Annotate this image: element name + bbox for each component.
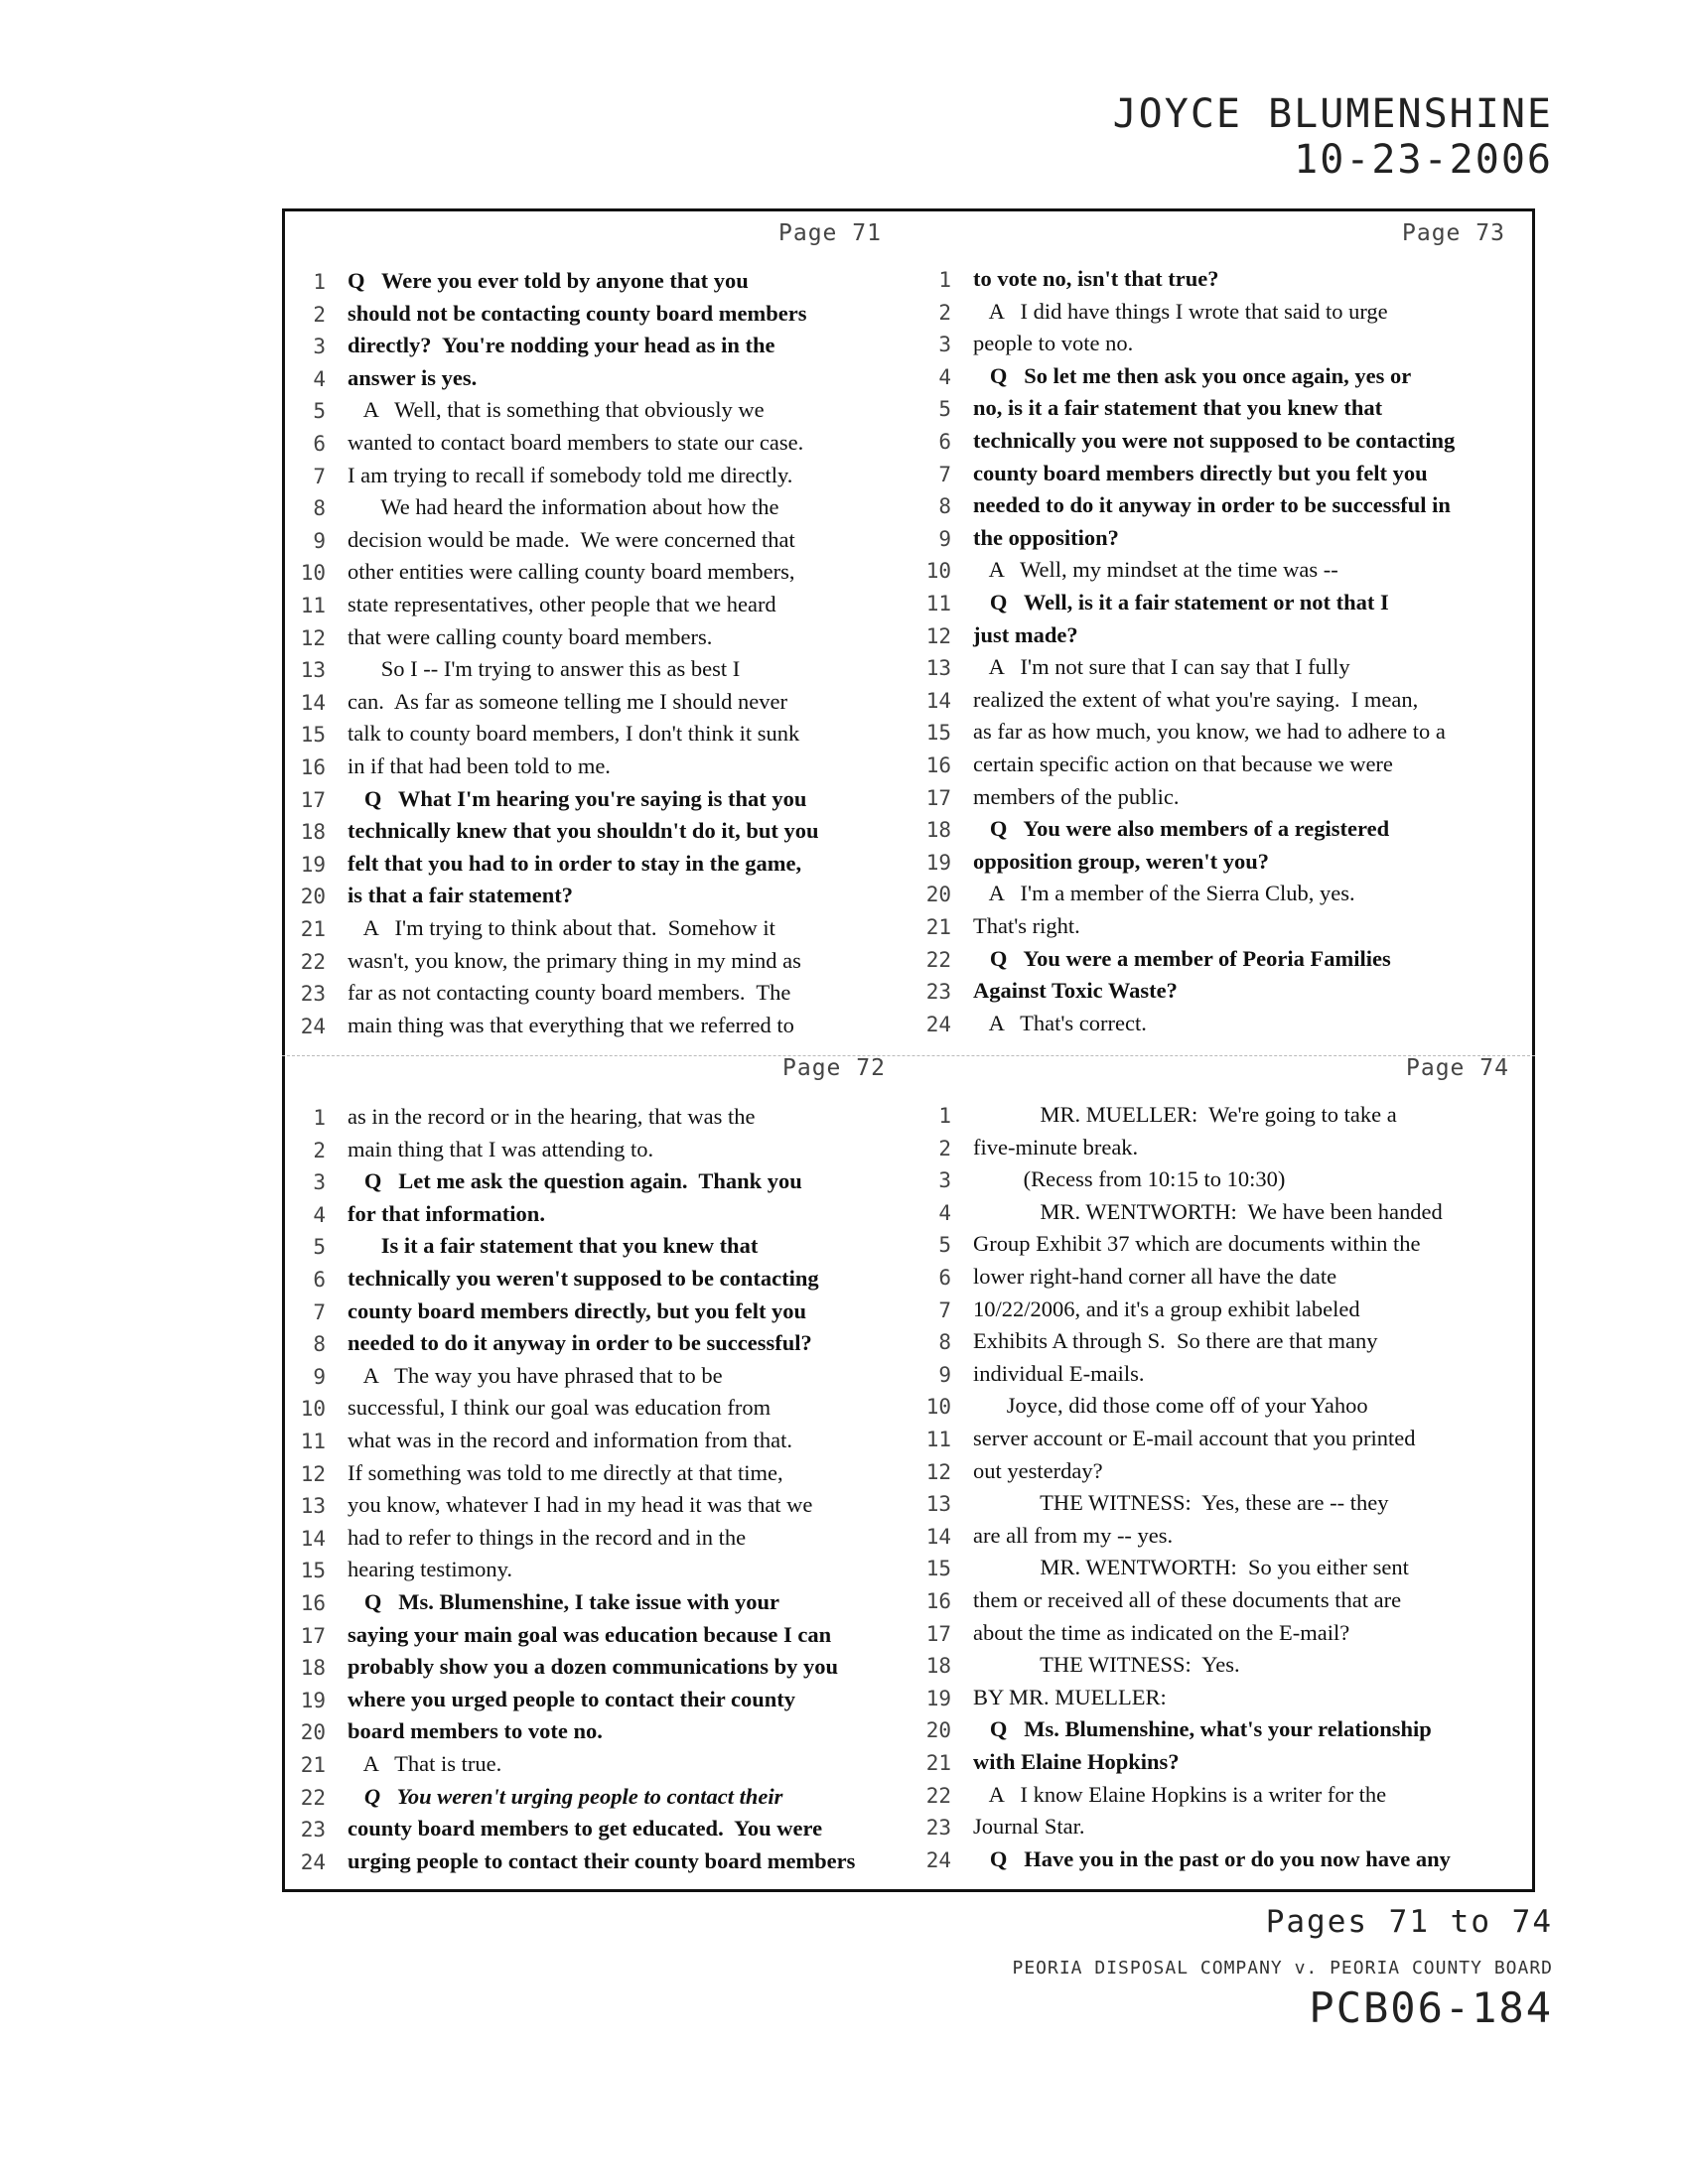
line-number: 14	[925, 688, 951, 713]
line-text: talk to county board members, I don't think it sunk	[348, 721, 800, 747]
line-number: 12	[925, 1459, 951, 1484]
line-number: 1	[313, 1106, 326, 1130]
line-text: county board members directly, but you felt you	[348, 1297, 807, 1323]
line-text: Against Toxic Waste?	[973, 978, 1178, 1004]
line-text: can. As far as someone telling me I should never	[348, 688, 788, 714]
line-number: 21	[300, 1753, 326, 1777]
witness-name: JOYCE BLUMENSHINE	[1112, 91, 1553, 137]
line-text: Group Exhibit 37 which are documents within the	[973, 1231, 1421, 1257]
line-text: certain specific action on that because we were	[973, 751, 1393, 776]
line-text: successful, I think our goal was education from	[348, 1395, 772, 1421]
line-number: 14	[300, 1526, 326, 1551]
line-text: Joyce, did those come off of your Yahoo	[973, 1393, 1368, 1419]
page-label-74: Page 74	[1406, 1055, 1509, 1081]
case-number: PCB06-184	[1309, 1983, 1553, 2032]
line-number: 3	[938, 333, 951, 357]
line-text: (Recess from 10:15 to 10:30)	[973, 1166, 1286, 1192]
line-number: 9	[938, 1362, 951, 1387]
line-text: A Well, that is something that obviously we	[348, 397, 765, 423]
line-number: 15	[300, 723, 326, 748]
line-number: 16	[300, 1591, 326, 1615]
page-label-72: Page 72	[782, 1055, 886, 1081]
line-text: lower right-hand corner all have the date	[973, 1264, 1337, 1289]
line-number: 3	[313, 1170, 326, 1195]
line-number: 22	[300, 1785, 326, 1810]
line-number: 13	[925, 656, 951, 681]
line-text: needed to do it anyway in order to be successful?	[348, 1330, 812, 1356]
line-number: 24	[300, 1014, 326, 1038]
line-text: county board members to get educated. You were	[348, 1816, 823, 1842]
line-number: 7	[313, 1299, 326, 1324]
line-number: 10	[925, 1395, 951, 1420]
line-text: probably show you a dozen communications by you	[348, 1654, 839, 1680]
page-divider	[282, 1055, 1535, 1056]
line-number: 3	[938, 1168, 951, 1193]
line-text: as far as how much, you know, we had to adhere to a	[973, 719, 1446, 745]
line-text: where you urged people to contact their county	[348, 1686, 795, 1711]
line-number: 6	[938, 1266, 951, 1290]
line-number: 19	[925, 850, 951, 875]
line-text: A I'm not sure that I can say that I fully	[973, 654, 1350, 680]
line-number: 10	[925, 559, 951, 584]
line-text: you know, whatever I had in my head it was that we	[348, 1492, 813, 1518]
line-number: 2	[938, 300, 951, 325]
line-number: 13	[300, 1494, 326, 1519]
line-number: 5	[938, 397, 951, 422]
line-text: individual E-mails.	[973, 1360, 1145, 1386]
line-text: Q Ms. Blumenshine, what's your relationship	[973, 1716, 1432, 1742]
line-text: So I -- I'm trying to answer this as best I	[348, 656, 741, 682]
line-number: 1	[938, 268, 951, 292]
line-number: 8	[938, 494, 951, 519]
line-text: A That's correct.	[973, 1010, 1147, 1035]
line-number: 14	[300, 690, 326, 715]
line-number: 21	[925, 915, 951, 939]
line-number: 22	[300, 949, 326, 974]
line-number: 21	[925, 1751, 951, 1775]
page-label-71: Page 71	[778, 220, 882, 246]
line-number: 17	[300, 787, 326, 812]
line-text: Q Have you in the past or do you now have any	[973, 1845, 1451, 1871]
line-text: MR. WENTWORTH: So you either sent	[973, 1555, 1409, 1580]
line-text: answer is yes.	[348, 364, 478, 390]
line-text: Q What I'm hearing you're saying is that you	[348, 785, 807, 811]
line-text: That's right.	[973, 913, 1080, 938]
line-text: A The way you have phrased that to be	[348, 1362, 723, 1388]
line-text: other entities were calling county board members,	[348, 559, 795, 585]
line-text: Q You weren't urging people to contact their	[348, 1783, 783, 1809]
line-text: state representatives, other people that we heard	[348, 592, 776, 616]
line-text: A That is true.	[348, 1751, 502, 1776]
line-number: 10	[300, 1397, 326, 1422]
line-text: hearing testimony.	[348, 1557, 513, 1582]
line-text: technically you were not supposed to be contacting	[973, 428, 1456, 453]
line-text: five-minute break.	[973, 1134, 1139, 1160]
line-number: 20	[300, 1720, 326, 1745]
line-text: members of the public.	[973, 783, 1180, 809]
line-number: 7	[313, 464, 326, 488]
line-text: Q You were also members of a registered	[973, 816, 1390, 842]
line-text: them or received all of these documents that are	[973, 1587, 1402, 1612]
line-text: Q You were a member of Peoria Families	[973, 945, 1391, 971]
line-number: 20	[300, 885, 326, 909]
line-number: 2	[938, 1136, 951, 1160]
line-text: technically you weren't supposed to be contacting	[348, 1266, 819, 1291]
line-text: board members to vote no.	[348, 1718, 603, 1744]
line-number: 5	[938, 1233, 951, 1258]
line-number: 8	[313, 496, 326, 521]
line-number: 3	[313, 335, 326, 359]
line-text: just made?	[973, 621, 1078, 647]
line-number: 6	[313, 1268, 326, 1292]
line-number: 1	[938, 1104, 951, 1128]
line-number: 11	[300, 594, 326, 617]
line-text: what was in the record and information from that.	[348, 1428, 792, 1452]
line-text: MR. MUELLER: We're going to take a	[973, 1102, 1397, 1127]
line-number: 23	[925, 980, 951, 1005]
line-number: 19	[300, 1688, 326, 1712]
line-number: 5	[313, 1235, 326, 1260]
line-text: Q Let me ask the question again. Thank you	[348, 1168, 802, 1194]
line-number: 8	[313, 1332, 326, 1357]
line-text: felt that you had to in order to stay in the game,	[348, 850, 802, 876]
line-number: 13	[300, 658, 326, 683]
line-text: BY MR. MUELLER:	[973, 1684, 1167, 1709]
line-text: in if that had been told to me.	[348, 753, 611, 778]
line-number: 16	[300, 755, 326, 779]
line-number: 22	[925, 947, 951, 972]
case-caption: PEORIA DISPOSAL COMPANY v. PEORIA COUNTY BOARD	[1012, 1958, 1553, 1979]
line-text: opposition group, weren't you?	[973, 848, 1269, 874]
line-number: 23	[300, 1818, 326, 1843]
line-number: 15	[300, 1559, 326, 1583]
line-text: THE WITNESS: Yes, these are -- they	[973, 1490, 1389, 1516]
line-text: about the time as indicated on the E-mail?	[973, 1619, 1350, 1645]
page-range: Pages 71 to 74	[1265, 1904, 1553, 1940]
line-text: Journal Star.	[973, 1814, 1085, 1840]
line-text: to vote no, isn't that true?	[973, 266, 1219, 291]
line-text: needed to do it anyway in order to be successful in	[973, 492, 1451, 518]
line-number: 5	[313, 399, 326, 424]
line-text: A I know Elaine Hopkins is a writer for the	[973, 1781, 1387, 1807]
line-number: 11	[300, 1430, 326, 1453]
line-number: 12	[300, 625, 326, 650]
line-text: server account or E-mail account that you printed	[973, 1426, 1416, 1450]
line-text: main thing that I was attending to.	[348, 1136, 654, 1161]
line-text: Exhibits A through S. So there are that many	[973, 1328, 1378, 1354]
line-text: no, is it a fair statement that you knew that	[973, 395, 1383, 421]
line-text: wanted to contact board members to state our case.	[348, 430, 804, 455]
line-number: 17	[300, 1623, 326, 1648]
line-text: technically knew that you shouldn't do it, but you	[348, 818, 819, 844]
line-text: out yesterday?	[973, 1457, 1103, 1483]
line-number: 20	[925, 883, 951, 907]
line-text: A I'm trying to think about that. Somehow it	[348, 915, 775, 940]
line-text: 10/22/2006, and it's a group exhibit labeled	[973, 1296, 1360, 1321]
line-text: A I did have things I wrote that said to urge	[973, 298, 1388, 324]
line-number: 12	[300, 1461, 326, 1486]
line-text: people to vote no.	[973, 331, 1134, 356]
line-text: decision would be made. We were concerned that	[348, 526, 795, 552]
line-number: 18	[925, 818, 951, 843]
line-number: 16	[925, 1589, 951, 1613]
line-number: 4	[313, 366, 326, 391]
line-text: with Elaine Hopkins?	[973, 1749, 1180, 1774]
line-number: 23	[300, 982, 326, 1007]
line-number: 16	[925, 753, 951, 777]
line-number: 8	[938, 1330, 951, 1355]
line-text: saying your main goal was education because I can	[348, 1621, 832, 1647]
line-number: 6	[938, 430, 951, 454]
line-number: 7	[938, 1297, 951, 1322]
line-number: 20	[925, 1718, 951, 1743]
deposition-date: 10-23-2006	[1294, 137, 1553, 183]
line-number: 7	[938, 462, 951, 486]
line-number: 4	[313, 1202, 326, 1227]
line-number: 15	[925, 721, 951, 746]
line-number: 17	[925, 785, 951, 810]
line-number: 2	[313, 1138, 326, 1162]
line-text: If something was told to me directly at that time,	[348, 1459, 783, 1485]
line-number: 12	[925, 623, 951, 648]
line-number: 6	[313, 432, 326, 456]
line-text: A I'm a member of the Sierra Club, yes.	[973, 881, 1355, 906]
line-text: Q Well, is it a fair statement or not that I	[973, 590, 1389, 614]
line-number: 14	[925, 1524, 951, 1549]
line-number: 9	[313, 528, 326, 553]
line-number: 18	[925, 1654, 951, 1679]
line-number: 13	[925, 1492, 951, 1517]
line-text: should not be contacting county board members	[348, 300, 807, 326]
line-number: 1	[313, 270, 326, 294]
line-number: 21	[300, 917, 326, 941]
line-number: 24	[300, 1849, 326, 1874]
line-text: THE WITNESS: Yes.	[973, 1652, 1240, 1678]
line-number: 19	[300, 852, 326, 877]
line-text: MR. WENTWORTH: We have been handed	[973, 1198, 1443, 1224]
line-text: had to refer to things in the record and in the	[348, 1524, 747, 1550]
line-number: 23	[925, 1816, 951, 1841]
line-number: 11	[925, 1428, 951, 1451]
line-text: directly? You're nodding your head as in the	[348, 333, 775, 358]
line-number: 24	[925, 1847, 951, 1872]
page-label-73: Page 73	[1402, 220, 1505, 246]
line-number: 18	[300, 1656, 326, 1681]
line-number: 9	[313, 1364, 326, 1389]
line-text: We had heard the information about how the	[348, 494, 779, 520]
line-text: Q So let me then ask you once again, yes or	[973, 362, 1412, 388]
line-text: as in the record or in the hearing, that was the	[348, 1104, 756, 1129]
line-number: 19	[925, 1686, 951, 1710]
line-text: the opposition?	[973, 524, 1119, 550]
line-number: 18	[300, 820, 326, 845]
line-text: county board members directly but you felt you	[973, 460, 1428, 485]
line-text: is that a fair statement?	[348, 883, 574, 908]
line-number: 22	[925, 1783, 951, 1808]
line-text: are all from my -- yes.	[973, 1522, 1174, 1548]
line-number: 4	[938, 364, 951, 389]
line-number: 15	[925, 1557, 951, 1581]
line-text: A Well, my mindset at the time was --	[973, 557, 1338, 583]
line-text: urging people to contact their county board members	[348, 1847, 856, 1873]
line-number: 24	[925, 1012, 951, 1036]
line-text: far as not contacting county board members. The	[348, 980, 791, 1006]
line-text: wasn't, you know, the primary thing in my mind as	[348, 947, 801, 973]
line-text: Q Were you ever told by anyone that you	[348, 268, 749, 293]
line-number: 4	[938, 1200, 951, 1225]
line-text: realized the extent of what you're saying. I mean,	[973, 686, 1419, 712]
transcript-header	[1113, 91, 1553, 183]
line-text: Q Ms. Blumenshine, I take issue with your	[348, 1589, 780, 1614]
line-number: 2	[313, 302, 326, 327]
line-number: 10	[300, 561, 326, 586]
line-text: that were calling county board members.	[348, 623, 713, 649]
line-text: for that information.	[348, 1200, 545, 1226]
line-number: 11	[925, 592, 951, 615]
line-text: I am trying to recall if somebody told me directly.	[348, 462, 793, 487]
line-text: main thing was that everything that we referred to	[348, 1012, 794, 1037]
line-text: Is it a fair statement that you knew that	[348, 1233, 759, 1259]
line-number: 17	[925, 1621, 951, 1646]
line-number: 9	[938, 526, 951, 551]
